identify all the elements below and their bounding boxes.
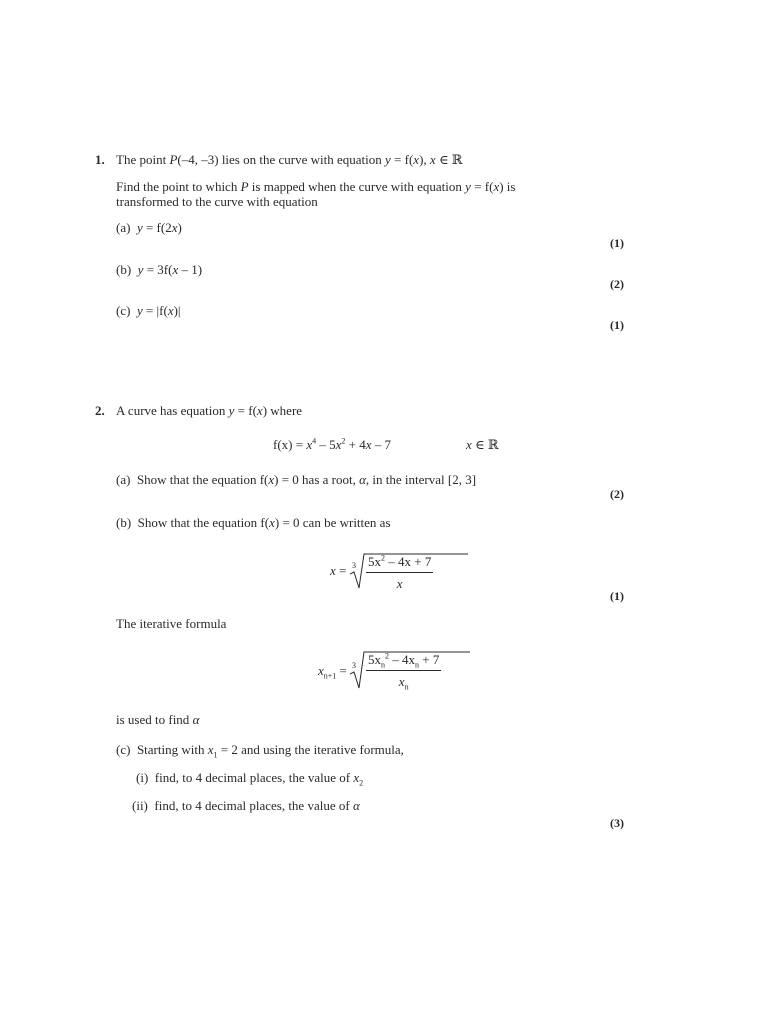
q2-part-c-marks: (3) [610,816,624,830]
q2-iterative-label: The iterative formula [116,616,227,631]
q2-part-c-ii: (ii) find, to 4 decimal places, the value of α [132,798,360,813]
q2-intro: A curve has equation y = f(x) where [116,403,303,418]
q2-number: 2. [95,403,105,418]
q1-part-b-marks: (2) [610,277,624,291]
q1-number: 1. [95,152,105,167]
q2-part-c-i: (i) find, to 4 decimal places, the value of $x_2$ [136,770,364,788]
q2-part-b: (b) Show that the equation f(x) = 0 can be written as [116,515,391,530]
q1-part-a-marks: (1) [610,236,624,250]
q2-part-b-marks: (1) [610,589,624,603]
q1-part-a: (a) y = f(2x) [116,220,182,235]
cube-root-index: 3 [352,661,356,670]
q1-find-line-1: Find the point to which P is mapped when the curve with equation y = f(x) is [116,179,516,194]
q2-part-a: (a) Show that the equation f(x) = 0 has a root, α, in the interval [2, 3] [116,472,477,487]
q2-fx-definition: $f(x) = x^4 - 5x^2 + 4x - 7$ [273,436,392,452]
q1-part-c-marks: (1) [610,318,624,332]
q2-fx-domain: x ∈ ℝ [466,437,499,452]
q1-part-b: (b) y = 3f(x – 1) [116,262,203,277]
iterative-fraction: $\frac{5x_n^2 - 4x_n + 7}{x_n}$ [368,651,440,692]
rearranged-fraction: $\frac{5x^2 - 4x + 7}{x}$ [368,553,432,591]
cube-root-index: 3 [352,561,356,570]
q2-part-c: (c) Starting with $x_1 = 2$ and using the iterative formula, [116,742,404,760]
q1-find-line-2: transformed to the curve with equation [116,194,318,209]
q2-used-to-find: is used to find α [116,712,200,727]
q1-intro: The point P(–4, –3) lies on the curve with equation y = f(x), x ∈ ℝ [116,152,463,167]
q1-part-c: (c) y = |f(x)| [116,303,181,318]
q2-part-a-marks: (2) [610,487,624,501]
